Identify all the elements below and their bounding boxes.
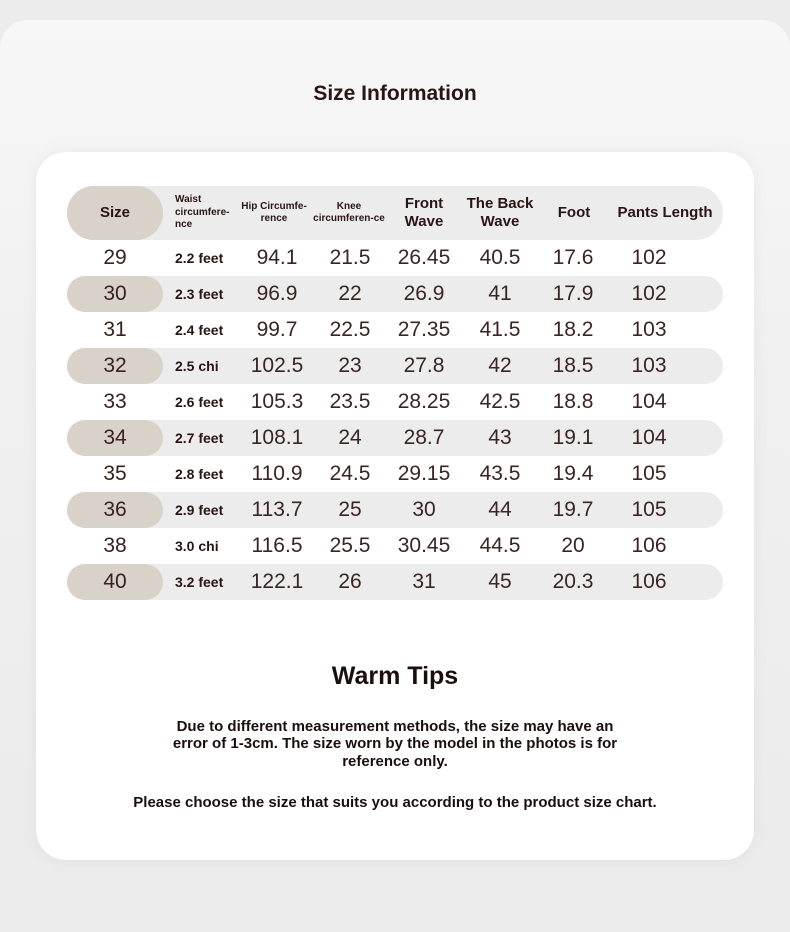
cell-size: 36	[67, 492, 163, 528]
cell-length: 105	[631, 462, 667, 485]
cell-hip: 110.9	[251, 462, 303, 485]
cell-foot: 20.3	[552, 570, 594, 593]
cell-waist: 2.6 feet	[175, 394, 224, 410]
table-row	[67, 492, 723, 528]
header-size: Size	[67, 186, 163, 240]
cell-front: 26.45	[397, 246, 451, 269]
cell-length: 103	[631, 318, 667, 341]
cell-back: 41.5	[479, 318, 521, 341]
warm-tips-paragraph-1: Due to different measurement methods, the size may have an error of 1-3cm. The size worn by the model in the photos is for reference only.	[172, 718, 618, 770]
cell-back: 43.5	[479, 462, 521, 485]
table-row	[67, 240, 723, 276]
cell-length: 104	[631, 426, 667, 449]
table-header	[67, 186, 723, 240]
cell-hip: 113.7	[251, 498, 303, 521]
cell-foot: 18.8	[552, 390, 594, 413]
cell-back: 41	[488, 282, 512, 305]
cell-foot: 20	[561, 534, 585, 557]
cell-hip: 99.7	[256, 318, 298, 341]
table-row	[67, 276, 723, 312]
cell-back: 44	[488, 498, 512, 521]
cell-hip: 102.5	[250, 354, 304, 377]
cell-waist: 3.2 feet	[175, 574, 224, 590]
cell-waist: 3.0 chi	[175, 538, 219, 554]
table-row	[67, 456, 723, 492]
cell-knee: 24.5	[329, 462, 371, 485]
cell-waist: 2.9 feet	[175, 502, 224, 518]
page-title: Size Information	[313, 82, 477, 105]
cell-back: 45	[488, 570, 512, 593]
cell-knee: 23.5	[329, 390, 371, 413]
header-hip: Hip Circumfe-rence	[241, 200, 307, 224]
cell-length: 106	[631, 570, 667, 593]
cell-front: 31	[412, 570, 436, 593]
cell-hip: 105.3	[250, 390, 304, 413]
cell-back: 44.5	[479, 534, 521, 557]
cell-waist: 2.5 chi	[175, 358, 219, 374]
header-back-wave: The Back Wave	[466, 195, 534, 230]
cell-front: 29.15	[397, 462, 451, 485]
cell-hip: 116.5	[251, 534, 303, 557]
table-row	[67, 348, 723, 384]
cell-back: 42.5	[479, 390, 521, 413]
cell-hip: 108.1	[250, 426, 304, 449]
cell-front: 28.25	[397, 390, 451, 413]
cell-waist: 2.3 feet	[175, 286, 224, 302]
cell-knee: 25.5	[329, 534, 371, 557]
cell-size: 38	[103, 534, 127, 557]
cell-size: 34	[67, 420, 163, 456]
table-row	[67, 528, 723, 564]
cell-length: 106	[631, 534, 667, 557]
cell-knee: 23	[338, 354, 362, 377]
header-waist: Waist circumfere-nce	[175, 194, 230, 231]
cell-knee: 26	[338, 570, 362, 593]
cell-length: 104	[631, 390, 667, 413]
cell-front: 27.35	[397, 318, 451, 341]
header-front-wave: Front Wave	[404, 195, 444, 230]
table-body	[67, 240, 723, 600]
cell-foot: 19.1	[552, 426, 594, 449]
cell-back: 42	[488, 354, 512, 377]
warm-tips-title: Warm Tips	[331, 662, 459, 690]
cell-waist: 2.4 feet	[175, 322, 224, 338]
cell-front: 30	[412, 498, 436, 521]
table-row	[67, 384, 723, 420]
cell-size: 29	[103, 246, 127, 269]
cell-length: 105	[631, 498, 667, 521]
table-row	[67, 564, 723, 600]
cell-knee: 22.5	[329, 318, 371, 341]
cell-length: 103	[631, 354, 667, 377]
cell-size: 31	[103, 318, 127, 341]
cell-waist: 2.2 feet	[175, 250, 224, 266]
cell-knee: 25	[338, 498, 362, 521]
cell-front: 30.45	[397, 534, 451, 557]
cell-back: 43	[488, 426, 512, 449]
cell-size: 35	[103, 462, 127, 485]
header-pants-length: Pants Length	[617, 204, 713, 221]
cell-foot: 17.9	[552, 282, 594, 305]
cell-size: 33	[103, 390, 127, 413]
cell-foot: 18.2	[552, 318, 594, 341]
cell-size: 40	[67, 564, 163, 600]
cell-size: 32	[67, 348, 163, 384]
cell-knee: 21.5	[329, 246, 371, 269]
cell-hip: 94.1	[256, 246, 298, 269]
cell-back: 40.5	[479, 246, 521, 269]
cell-hip: 122.1	[250, 570, 304, 593]
table-row	[67, 312, 723, 348]
cell-front: 26.9	[403, 282, 445, 305]
cell-foot: 17.6	[552, 246, 594, 269]
cell-length: 102	[631, 246, 667, 269]
cell-foot: 19.4	[552, 462, 594, 485]
header-knee: Knee circumferen-ce	[313, 200, 385, 224]
cell-hip: 96.9	[256, 282, 298, 305]
cell-foot: 19.7	[552, 498, 594, 521]
cell-size: 30	[67, 276, 163, 312]
table-row	[67, 420, 723, 456]
cell-knee: 22	[338, 282, 362, 305]
warm-tips-paragraph-2: Please choose the size that suits you according to the product size chart.	[133, 794, 657, 811]
size-table	[67, 186, 723, 600]
cell-length: 102	[631, 282, 667, 305]
cell-knee: 24	[338, 426, 362, 449]
cell-front: 27.8	[403, 354, 445, 377]
cell-waist: 2.7 feet	[175, 430, 224, 446]
cell-waist: 2.8 feet	[175, 466, 224, 482]
size-chart-card	[36, 152, 754, 860]
header-foot: Foot	[557, 204, 591, 221]
cell-foot: 18.5	[552, 354, 594, 377]
cell-front: 28.7	[403, 426, 445, 449]
